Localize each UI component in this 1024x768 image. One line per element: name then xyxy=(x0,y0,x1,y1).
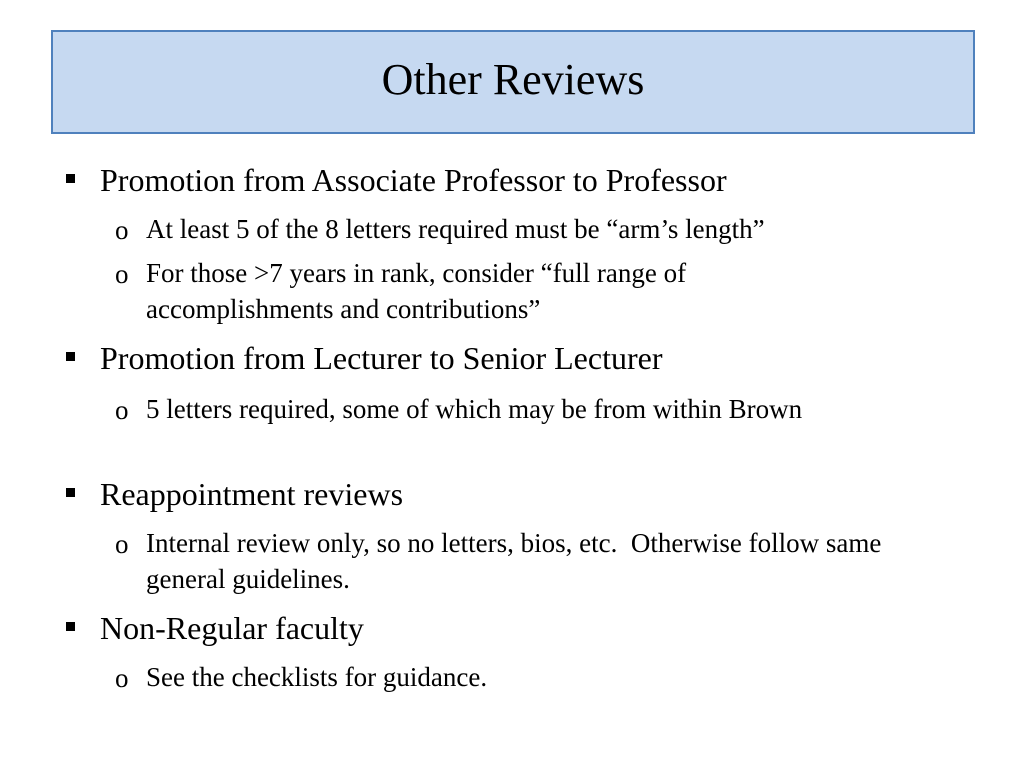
square-bullet-icon xyxy=(66,488,75,497)
slide-title: Other Reviews xyxy=(381,55,645,104)
square-bullet-icon xyxy=(66,352,75,361)
sub-bullet-text: For those >7 years in rank, consider “full range of accomplishments and contributions” xyxy=(146,258,687,324)
sub-bullet-text: At least 5 of the 8 letters required must be “arm’s length” xyxy=(146,214,765,244)
bullet-text: Promotion from Lecturer to Senior Lecturer xyxy=(100,340,663,376)
sub-bullet-text: 5 letters required, some of which may be from within Brown xyxy=(146,394,803,424)
circle-bullet-icon: o xyxy=(115,663,129,693)
circle-bullet-icon: o xyxy=(115,215,129,245)
circle-bullet-icon: o xyxy=(115,395,129,425)
bullet-text: Promotion from Associate Professor to Professor xyxy=(100,162,727,198)
sub-bullet-text: Internal review only, so no letters, bios, etc. Otherwise follow same general guidelines. xyxy=(146,528,889,594)
circle-bullet-icon: o xyxy=(115,259,129,289)
square-bullet-icon xyxy=(66,622,75,631)
square-bullet-icon xyxy=(66,174,75,183)
bullet-text: Reappointment reviews xyxy=(100,476,404,512)
bullet-text: Non-Regular faculty xyxy=(100,610,364,646)
sub-bullet-text: See the checklists for guidance. xyxy=(146,662,488,692)
circle-bullet-icon: o xyxy=(115,529,129,559)
